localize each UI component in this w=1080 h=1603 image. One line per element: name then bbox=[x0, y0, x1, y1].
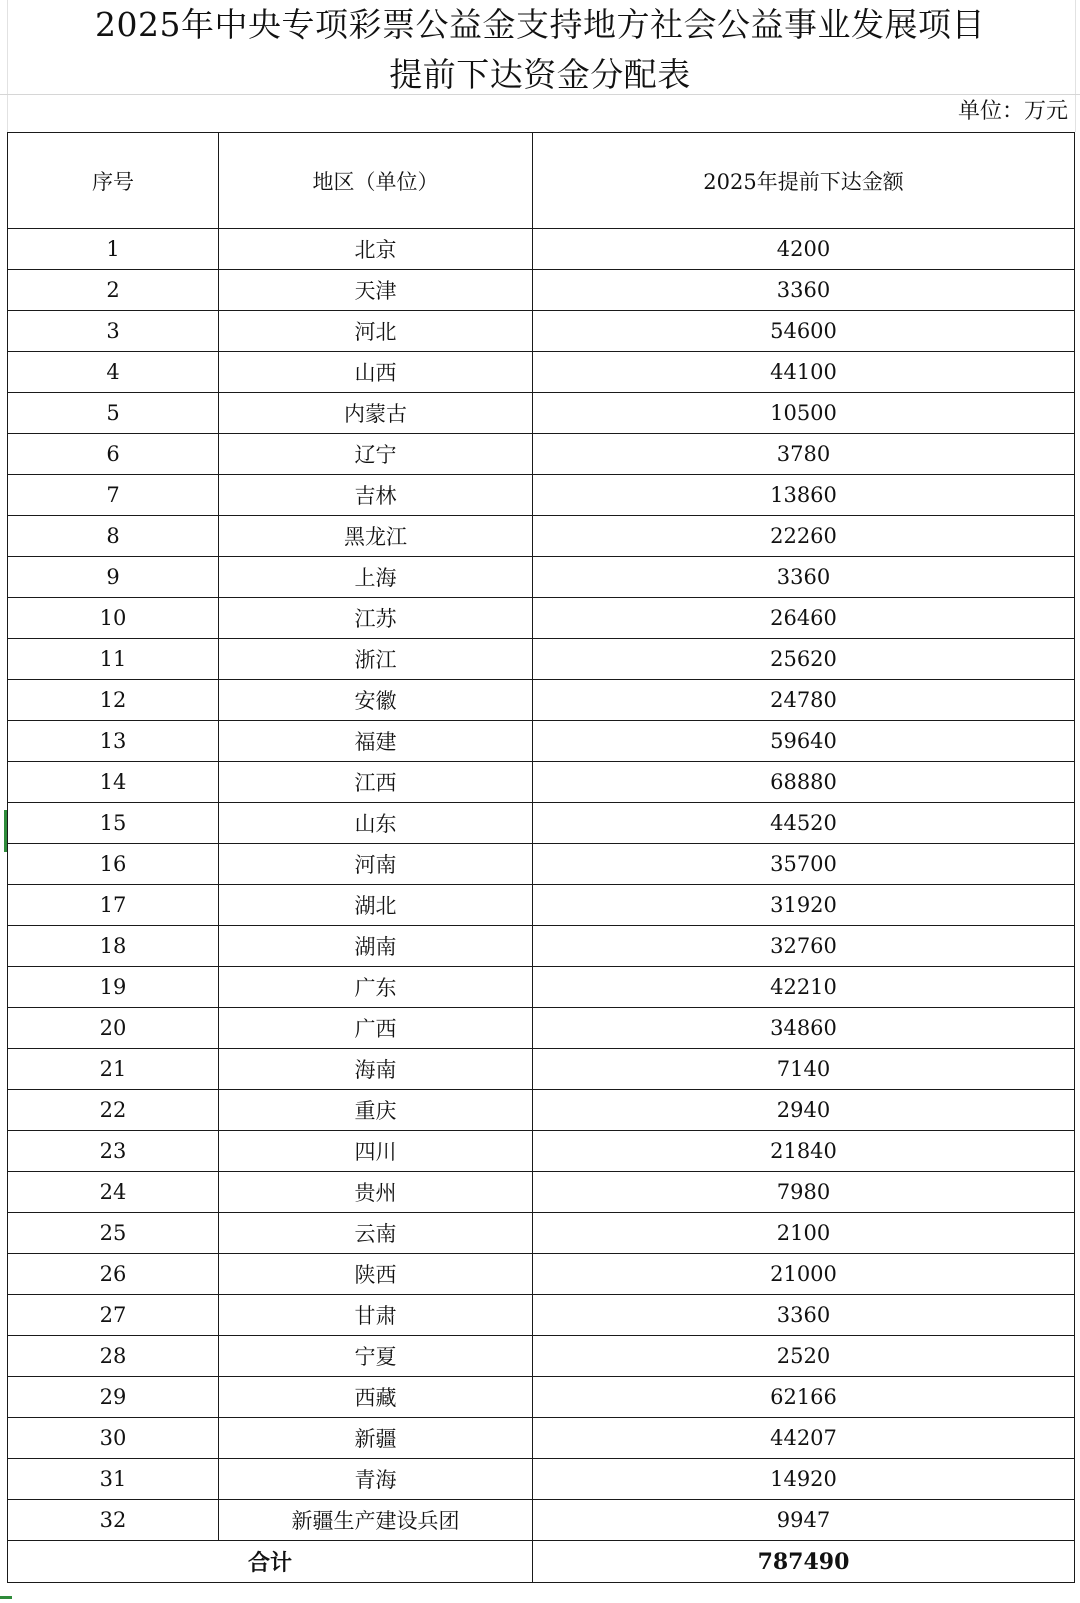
amount-cell[interactable]: 7140 bbox=[533, 1049, 1075, 1090]
table-row bbox=[8, 598, 1075, 639]
region-cell[interactable]: 天津 bbox=[219, 270, 533, 311]
seq-cell[interactable]: 9 bbox=[8, 557, 219, 598]
amount-cell[interactable]: 42210 bbox=[533, 967, 1075, 1008]
amount-cell[interactable]: 22260 bbox=[533, 516, 1075, 557]
seq-cell[interactable]: 3 bbox=[8, 311, 219, 352]
region-cell[interactable]: 广东 bbox=[219, 967, 533, 1008]
region-cell[interactable]: 江苏 bbox=[219, 598, 533, 639]
table-row bbox=[8, 1090, 1075, 1131]
region-cell[interactable]: 新疆生产建设兵团 bbox=[219, 1500, 533, 1541]
total-amount-cell[interactable]: 787490 bbox=[533, 1541, 1075, 1583]
seq-cell[interactable]: 24 bbox=[8, 1172, 219, 1213]
seq-cell[interactable]: 5 bbox=[8, 393, 219, 434]
seq-cell[interactable]: 23 bbox=[8, 1131, 219, 1172]
header-amount[interactable]: 2025年提前下达金额 bbox=[533, 133, 1075, 229]
seq-cell[interactable]: 27 bbox=[8, 1295, 219, 1336]
table-row bbox=[8, 1049, 1075, 1090]
amount-cell[interactable]: 10500 bbox=[533, 393, 1075, 434]
table-row bbox=[8, 1459, 1075, 1500]
table-row bbox=[8, 803, 1075, 844]
amount-cell[interactable]: 44100 bbox=[533, 352, 1075, 393]
seq-cell[interactable]: 31 bbox=[8, 1459, 219, 1500]
region-cell[interactable]: 北京 bbox=[219, 229, 533, 270]
table-header-row bbox=[8, 133, 1075, 229]
region-cell[interactable]: 广西 bbox=[219, 1008, 533, 1049]
region-cell[interactable]: 河北 bbox=[219, 311, 533, 352]
amount-cell[interactable]: 7980 bbox=[533, 1172, 1075, 1213]
table-row bbox=[8, 270, 1075, 311]
table-row bbox=[8, 1213, 1075, 1254]
amount-cell[interactable]: 24780 bbox=[533, 680, 1075, 721]
seq-cell[interactable]: 21 bbox=[8, 1049, 219, 1090]
seq-cell[interactable]: 20 bbox=[8, 1008, 219, 1049]
seq-cell[interactable]: 29 bbox=[8, 1377, 219, 1418]
header-region[interactable]: 地区（单位） bbox=[219, 133, 533, 229]
seq-cell[interactable]: 6 bbox=[8, 434, 219, 475]
seq-cell[interactable]: 17 bbox=[8, 885, 219, 926]
table-row bbox=[8, 1336, 1075, 1377]
table-row bbox=[8, 434, 1075, 475]
table-row bbox=[8, 475, 1075, 516]
region-cell[interactable]: 四川 bbox=[219, 1131, 533, 1172]
region-cell[interactable]: 重庆 bbox=[219, 1090, 533, 1131]
seq-cell[interactable]: 32 bbox=[8, 1500, 219, 1541]
region-cell[interactable]: 山西 bbox=[219, 352, 533, 393]
region-cell[interactable]: 吉林 bbox=[219, 475, 533, 516]
table-row bbox=[8, 1254, 1075, 1295]
amount-cell[interactable]: 2940 bbox=[533, 1090, 1075, 1131]
amount-cell[interactable]: 35700 bbox=[533, 844, 1075, 885]
table-row bbox=[8, 352, 1075, 393]
table-row bbox=[8, 885, 1075, 926]
table-row bbox=[8, 1295, 1075, 1336]
region-cell[interactable]: 陕西 bbox=[219, 1254, 533, 1295]
seq-cell[interactable]: 28 bbox=[8, 1336, 219, 1377]
amount-cell[interactable]: 32760 bbox=[533, 926, 1075, 967]
unit-label: 单位：万元 bbox=[957, 99, 1068, 124]
total-row bbox=[8, 1541, 1075, 1583]
region-cell[interactable]: 山东 bbox=[219, 803, 533, 844]
table-row bbox=[8, 1172, 1075, 1213]
table-row bbox=[8, 762, 1075, 803]
seq-cell[interactable]: 1 bbox=[8, 229, 219, 270]
amount-cell[interactable]: 34860 bbox=[533, 1008, 1075, 1049]
seq-cell[interactable]: 14 bbox=[8, 762, 219, 803]
seq-cell[interactable]: 16 bbox=[8, 844, 219, 885]
region-cell[interactable]: 西藏 bbox=[219, 1377, 533, 1418]
seq-cell[interactable]: 15 bbox=[8, 803, 219, 844]
table-row bbox=[8, 844, 1075, 885]
amount-cell[interactable]: 3780 bbox=[533, 434, 1075, 475]
allocation-table bbox=[7, 132, 1075, 1583]
amount-cell[interactable]: 68880 bbox=[533, 762, 1075, 803]
table-row bbox=[8, 926, 1075, 967]
region-cell[interactable]: 浙江 bbox=[219, 639, 533, 680]
total-label-cell[interactable]: 合计 bbox=[8, 1541, 533, 1583]
amount-cell[interactable]: 62166 bbox=[533, 1377, 1075, 1418]
region-cell[interactable]: 海南 bbox=[219, 1049, 533, 1090]
table-row bbox=[8, 516, 1075, 557]
table-row bbox=[8, 967, 1075, 1008]
amount-cell[interactable]: 26460 bbox=[533, 598, 1075, 639]
table-row bbox=[8, 229, 1075, 270]
seq-cell[interactable]: 19 bbox=[8, 967, 219, 1008]
table-row bbox=[8, 1377, 1075, 1418]
region-cell[interactable]: 甘肃 bbox=[219, 1295, 533, 1336]
region-cell[interactable]: 内蒙古 bbox=[219, 393, 533, 434]
region-cell[interactable]: 湖南 bbox=[219, 926, 533, 967]
seq-cell[interactable]: 22 bbox=[8, 1090, 219, 1131]
page-title-line-1: 2025年中央专项彩票公益金支持地方社会公益事业发展项目 bbox=[95, 5, 985, 44]
amount-cell[interactable]: 21000 bbox=[533, 1254, 1075, 1295]
amount-cell[interactable]: 2520 bbox=[533, 1336, 1075, 1377]
region-cell[interactable]: 安徽 bbox=[219, 680, 533, 721]
amount-cell[interactable]: 59640 bbox=[533, 721, 1075, 762]
region-cell[interactable]: 黑龙江 bbox=[219, 516, 533, 557]
table-row bbox=[8, 393, 1075, 434]
seq-cell[interactable]: 2 bbox=[8, 270, 219, 311]
amount-cell[interactable]: 3360 bbox=[533, 270, 1075, 311]
seq-cell[interactable]: 4 bbox=[8, 352, 219, 393]
table-row bbox=[8, 1131, 1075, 1172]
seq-cell[interactable]: 26 bbox=[8, 1254, 219, 1295]
amount-cell[interactable]: 44520 bbox=[533, 803, 1075, 844]
table-row bbox=[8, 1418, 1075, 1459]
table-row bbox=[8, 680, 1075, 721]
region-cell[interactable]: 云南 bbox=[219, 1213, 533, 1254]
amount-cell[interactable]: 3360 bbox=[533, 557, 1075, 598]
region-cell[interactable]: 河南 bbox=[219, 844, 533, 885]
seq-cell[interactable]: 18 bbox=[8, 926, 219, 967]
seq-cell[interactable]: 10 bbox=[8, 598, 219, 639]
table-row bbox=[8, 1008, 1075, 1049]
region-cell[interactable]: 湖北 bbox=[219, 885, 533, 926]
sheet-tab-marker bbox=[0, 1596, 12, 1599]
table-row bbox=[8, 721, 1075, 762]
header-seq[interactable]: 序号 bbox=[8, 133, 219, 229]
seq-cell[interactable]: 8 bbox=[8, 516, 219, 557]
table-body bbox=[8, 229, 1075, 1541]
amount-cell[interactable]: 13860 bbox=[533, 475, 1075, 516]
amount-cell[interactable]: 14920 bbox=[533, 1459, 1075, 1500]
region-cell[interactable]: 福建 bbox=[219, 721, 533, 762]
seq-cell[interactable]: 13 bbox=[8, 721, 219, 762]
seq-cell[interactable]: 12 bbox=[8, 680, 219, 721]
amount-cell[interactable]: 21840 bbox=[533, 1131, 1075, 1172]
seq-cell[interactable]: 25 bbox=[8, 1213, 219, 1254]
region-cell[interactable]: 上海 bbox=[219, 557, 533, 598]
amount-cell[interactable]: 44207 bbox=[533, 1418, 1075, 1459]
page-title-line-2: 提前下达资金分配表 bbox=[389, 55, 691, 94]
region-cell[interactable]: 青海 bbox=[219, 1459, 533, 1500]
amount-cell[interactable]: 54600 bbox=[533, 311, 1075, 352]
row-selection-marker bbox=[4, 810, 7, 852]
region-cell[interactable]: 江西 bbox=[219, 762, 533, 803]
table-row bbox=[8, 639, 1075, 680]
amount-cell[interactable]: 9947 bbox=[533, 1500, 1075, 1541]
region-cell[interactable]: 宁夏 bbox=[219, 1336, 533, 1377]
seq-cell[interactable]: 11 bbox=[8, 639, 219, 680]
seq-cell[interactable]: 30 bbox=[8, 1418, 219, 1459]
table-row bbox=[8, 1500, 1075, 1541]
region-cell[interactable]: 贵州 bbox=[219, 1172, 533, 1213]
table-row bbox=[8, 557, 1075, 598]
region-cell[interactable]: 辽宁 bbox=[219, 434, 533, 475]
table-row bbox=[8, 311, 1075, 352]
amount-cell[interactable]: 4200 bbox=[533, 229, 1075, 270]
amount-cell[interactable]: 25620 bbox=[533, 639, 1075, 680]
amount-cell[interactable]: 3360 bbox=[533, 1295, 1075, 1336]
region-cell[interactable]: 新疆 bbox=[219, 1418, 533, 1459]
amount-cell[interactable]: 2100 bbox=[533, 1213, 1075, 1254]
seq-cell[interactable]: 7 bbox=[8, 475, 219, 516]
amount-cell[interactable]: 31920 bbox=[533, 885, 1075, 926]
